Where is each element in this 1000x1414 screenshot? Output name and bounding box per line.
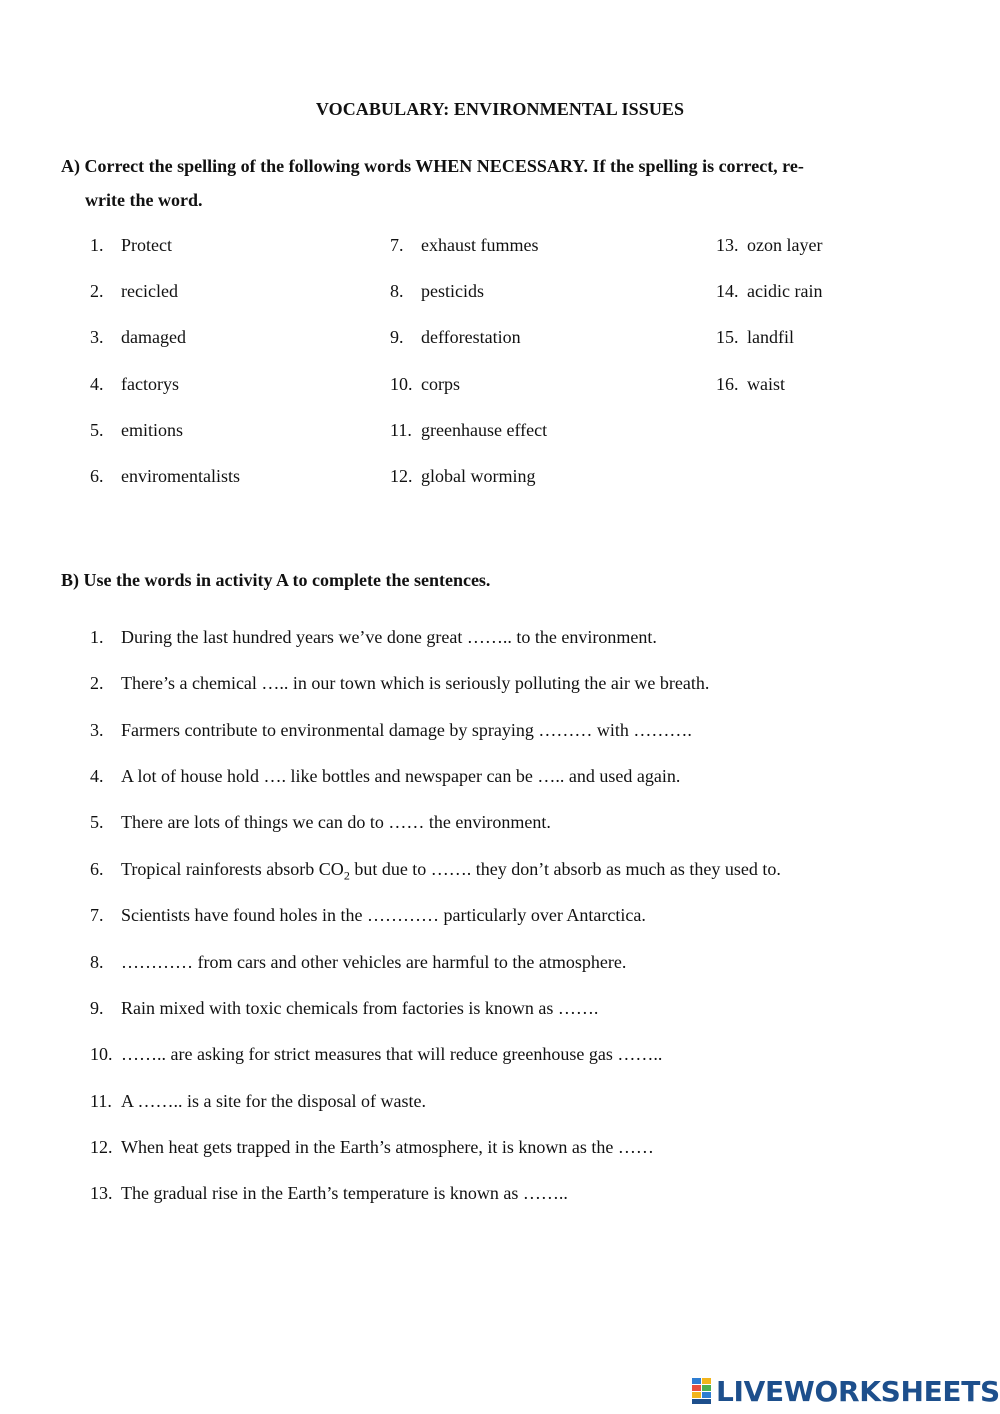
word-text: waist <box>747 374 785 394</box>
sentence-number: 3. <box>90 720 104 740</box>
word-text: greenhause effect <box>421 420 548 440</box>
sentence-item <box>90 949 626 975</box>
word-number: 5. <box>90 420 104 440</box>
sentence-number: 10. <box>90 1044 113 1064</box>
word-text: global worming <box>421 466 536 486</box>
word-number: 4. <box>90 374 104 394</box>
sentence-number: 2. <box>90 673 104 693</box>
sentence-text: A …….. is a site for the disposal of waste. <box>121 1091 426 1111</box>
word-number: 14. <box>716 281 739 301</box>
word-item <box>90 464 240 488</box>
sentence-number: 13. <box>90 1183 113 1203</box>
sentence-item <box>90 763 680 789</box>
word-item <box>390 464 536 488</box>
word-item <box>90 233 172 257</box>
section-a-instruction <box>61 149 911 217</box>
sentence-number: 6. <box>90 859 104 879</box>
word-item <box>390 233 539 257</box>
word-number: 12. <box>390 466 413 486</box>
word-text: corps <box>421 374 460 394</box>
sentence-item <box>90 856 781 882</box>
sentence-number: 8. <box>90 952 104 972</box>
liveworksheets-logo-icon <box>692 1378 712 1404</box>
word-text: factorys <box>121 374 179 394</box>
sentence-text: There are lots of things we can do to …… the environment. <box>121 812 551 832</box>
word-number: 10. <box>390 374 413 394</box>
word-number: 11. <box>390 420 412 440</box>
sentence-text-after: but due to ……. they don’t absorb as much as they used to. <box>349 859 781 879</box>
sentence-text: During the last hundred years we’ve done great …….. to the environment. <box>121 627 657 647</box>
word-number: 1. <box>90 235 104 255</box>
sentence-number: 1. <box>90 627 104 647</box>
word-text: enviromentalists <box>121 466 240 486</box>
sentence-number: 4. <box>90 766 104 786</box>
word-item <box>716 233 823 257</box>
word-item <box>90 372 179 396</box>
word-item <box>390 418 548 442</box>
word-item <box>90 279 178 303</box>
sentence-item <box>90 670 709 696</box>
sentence-number: 7. <box>90 905 104 925</box>
section-b-instruction: B) Use the words in activity A to complete the sentences. <box>61 570 491 590</box>
word-item <box>390 372 460 396</box>
word-number: 7. <box>390 235 404 255</box>
word-number: 3. <box>90 327 104 347</box>
sentence-item <box>90 1041 662 1067</box>
sentence-item <box>90 809 551 835</box>
word-number: 8. <box>390 281 404 301</box>
word-item <box>716 279 823 303</box>
sentence-number: 12. <box>90 1137 113 1157</box>
word-number: 6. <box>90 466 104 486</box>
brand-text: LIVEWORKSHEETS <box>716 1374 1000 1408</box>
sentence-text: Farmers contribute to environmental damage by spraying ……… with ………. <box>121 720 692 740</box>
word-number: 15. <box>716 327 739 347</box>
sentence-item <box>90 995 598 1021</box>
sentence-text: Rain mixed with toxic chemicals from factories is known as ……. <box>121 998 599 1018</box>
word-list <box>0 233 1000 503</box>
sentence-text: A lot of house hold …. like bottles and newspaper can be ….. and used again. <box>121 766 681 786</box>
sentence-item <box>90 624 657 650</box>
word-text: damaged <box>121 327 186 347</box>
sentence-text: When heat gets trapped in the Earth’s atmosphere, it is known as the …… <box>121 1137 654 1157</box>
word-number: 13. <box>716 235 739 255</box>
word-number: 16. <box>716 374 739 394</box>
word-item <box>390 279 484 303</box>
word-number: 9. <box>390 327 404 347</box>
sentence-number: 5. <box>90 812 104 832</box>
sentence-text: …….. are asking for strict measures that will reduce greenhouse gas …….. <box>121 1044 663 1064</box>
word-text: pesticids <box>421 281 484 301</box>
page-title: VOCABULARY: ENVIRONMENTAL ISSUES <box>315 99 685 119</box>
word-text: acidic rain <box>747 281 823 301</box>
word-text: defforestation <box>421 327 521 347</box>
sentence-text: ………… from cars and other vehicles are harmful to the atmosphere. <box>121 952 627 972</box>
sentence-text: There’s a chemical ….. in our town which is seriously polluting the air we breath. <box>121 673 710 693</box>
word-text: landfil <box>747 327 794 347</box>
word-number: 2. <box>90 281 104 301</box>
word-item <box>90 325 186 349</box>
sentence-item <box>90 717 692 743</box>
word-item <box>716 372 785 396</box>
sentence-number: 9. <box>90 998 104 1018</box>
sentence-text-before: Tropical rainforests absorb CO <box>121 859 344 879</box>
word-text: recicled <box>121 281 178 301</box>
word-text: emitions <box>121 420 183 440</box>
liveworksheets-brand[interactable] <box>692 1375 1000 1407</box>
word-text: Protect <box>121 235 172 255</box>
sentence-number: 11. <box>90 1091 112 1111</box>
sentence-item <box>90 1134 654 1160</box>
word-item <box>716 325 794 349</box>
section-a-instruction-line2: write the word. <box>85 190 203 210</box>
sentence-text: Scientists have found holes in the ………… particularly over Antarctica. <box>121 905 646 925</box>
word-item <box>90 418 183 442</box>
sentence-item <box>90 1088 426 1114</box>
sentence-item <box>90 1180 568 1206</box>
subscript: 2 <box>343 868 350 883</box>
sentence-item <box>90 902 646 928</box>
section-a-instruction-line1: A) Correct the spelling of the following words WHEN NECESSARY. If the spelling is correct, re- <box>61 156 804 176</box>
word-item <box>390 325 521 349</box>
word-text: ozon layer <box>747 235 823 255</box>
sentence-text: The gradual rise in the Earth’s temperature is known as …….. <box>121 1183 568 1203</box>
word-text: exhaust fummes <box>421 235 539 255</box>
